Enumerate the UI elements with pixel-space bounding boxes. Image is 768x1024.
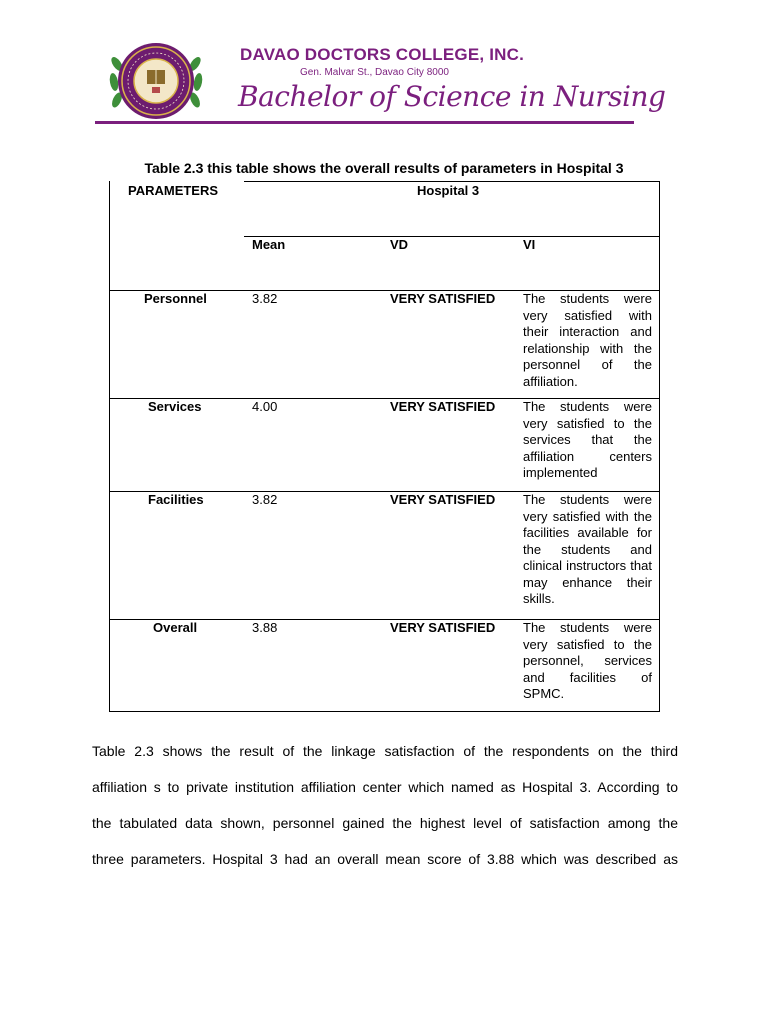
table-row-vd: VERY SATISFIED: [390, 291, 496, 306]
college-seal-logo: [108, 40, 204, 122]
table-row-vi: The students were very satisfied to the personnel, services and facilities of SPMC.: [523, 620, 652, 701]
table-row-vi: The students were very satisfied with their interaction and relationship with the personnel of the affiliation.: [523, 291, 652, 389]
table-bottom-border: [109, 711, 659, 712]
table-row-vi: The students were very satisfied with the facilities available for the students and clinical instructors that may enhance their skills.: [523, 492, 652, 606]
table-row-vd: VERY SATISFIED: [390, 492, 496, 507]
table-row-mean: 3.88: [252, 620, 278, 635]
table-right-border-top: [659, 181, 660, 237]
table-row-parameter: Services: [148, 399, 202, 414]
header-vi: VI: [523, 237, 536, 252]
table-row-mean: 3.82: [252, 291, 278, 306]
table-row-parameter: Overall: [153, 620, 198, 635]
paragraph-line: Table 2.3 shows the result of the linkage satisfaction of the respondents on the third: [92, 743, 678, 759]
table-row-mean: 3.82: [252, 492, 278, 507]
program-title: Bachelor of Science in Nursing: [238, 80, 666, 113]
header-parameters: PARAMETERS: [128, 183, 219, 198]
header-mean: Mean: [252, 237, 286, 252]
table-row-parameter: Facilities: [148, 492, 204, 507]
table-row-vd: VERY SATISFIED: [390, 620, 496, 635]
college-name: DAVAO DOCTORS COLLEGE, INC.: [240, 45, 525, 64]
paragraph-line: affiliation s to private institution affiliation center which named as Hospital 3. According to: [92, 779, 678, 795]
paragraph-line: three parameters. Hospital 3 had an overall mean score of 3.88 which was described as: [92, 851, 678, 867]
table-row-mean: 4.00: [252, 399, 278, 414]
header-divider: [95, 121, 634, 124]
college-address: Gen. Malvar St., Davao City 8000: [300, 67, 449, 78]
table-caption: Table 2.3 this table shows the overall results of parameters in Hospital 3: [144, 160, 624, 176]
table-row-vd: VERY SATISFIED: [390, 399, 496, 414]
table-left-border: [109, 181, 110, 712]
table-row-parameter: Personnel: [144, 291, 207, 306]
table-row-vi: The students were very satisfied to the services that the affiliation centers implemented: [523, 399, 652, 480]
header-hospital: Hospital 3: [417, 183, 480, 198]
table-top-border: [244, 181, 659, 182]
header-vd: VD: [390, 237, 409, 252]
table-right-border: [659, 236, 660, 712]
paragraph-line: the tabulated data shown, personnel gained the highest level of satisfaction among the: [92, 815, 678, 831]
subheader-border: [244, 236, 659, 237]
